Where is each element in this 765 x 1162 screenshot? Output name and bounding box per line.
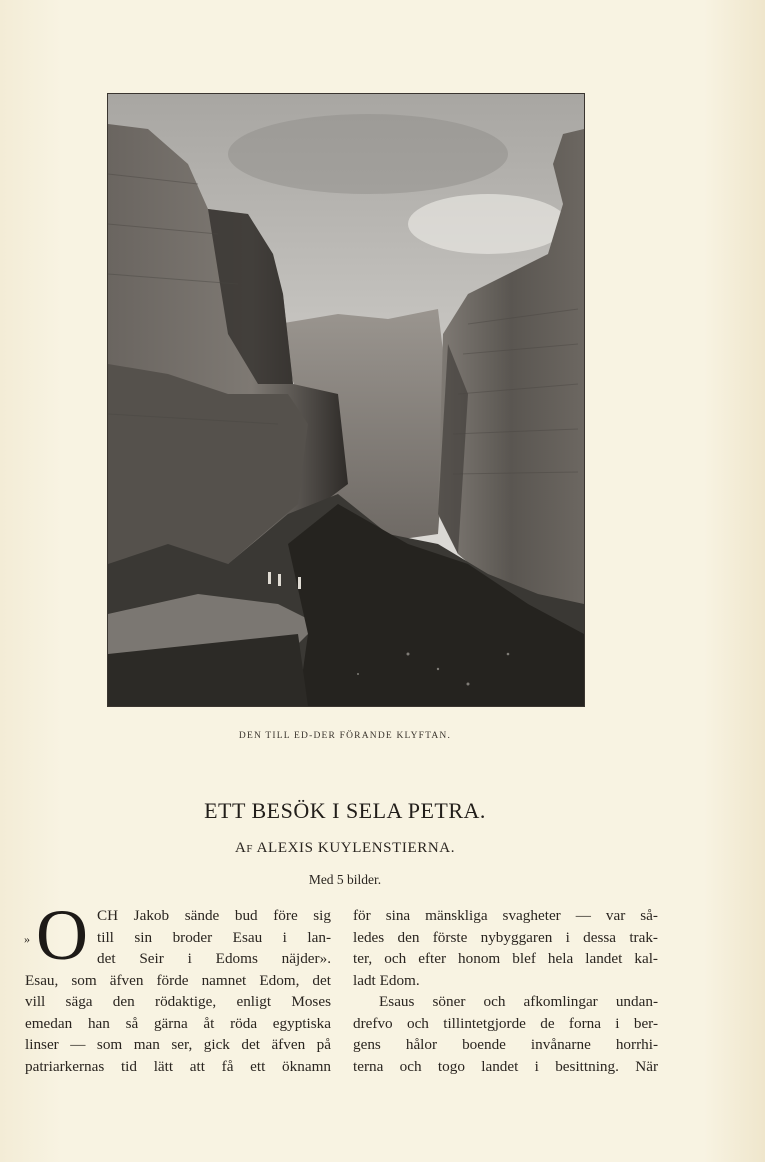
- text-line: CH Jakob sände bud före sig: [97, 907, 331, 924]
- author-name: ALEXIS KUYLENSTIERNA.: [256, 840, 456, 856]
- article-title: ETT BESÖK I SELA PETRA.: [204, 798, 486, 823]
- text-line: drefvo och tillintetgjorde de forna i ber-: [353, 1014, 658, 1032]
- byline-prefix-a: A: [234, 840, 247, 856]
- opening-quote-mark: »: [24, 932, 30, 946]
- text-line: ter, och efter honom blef hela landet kal-: [353, 950, 658, 967]
- text-line: ladt Edom.: [353, 971, 420, 989]
- text-column-left: [25, 895, 331, 1077]
- text-line: terna och togo landet i besittning. När: [353, 1057, 658, 1075]
- article-byline: [0, 840, 690, 857]
- drop-cap: O: [36, 895, 88, 975]
- text-line: emedan han så gärna åt röda egyptiska: [25, 1014, 331, 1032]
- text-line: till sin broder Esau i lan-: [97, 928, 331, 946]
- text-line: gens hålor boende invånarne horrhi-: [353, 1036, 658, 1053]
- text-line: Esau, som äfven förde namnet Edom, det: [25, 971, 331, 989]
- text-line: vill säga den rödaktige, enligt Moses: [25, 993, 331, 1010]
- text-line: linser — som man ser, gick det äfven på: [25, 1036, 331, 1053]
- canyon-photo-illustration: [108, 94, 584, 706]
- byline-prefix-f: F: [246, 843, 254, 855]
- text-line: Esaus söner och afkomlingar undan-: [379, 993, 658, 1010]
- canyon-photograph: [107, 93, 585, 707]
- text-line: patriarkernas tid lätt att få ett öknamn: [25, 1057, 331, 1075]
- text-line: för sina mänskliga svagheter — var så-: [353, 907, 658, 924]
- text-column-right: [353, 905, 658, 1077]
- figure-caption: DEN TILL ED-DER FÖRANDE KLYFTAN.: [238, 731, 452, 741]
- text-line: det Seir i Edoms näjder».: [97, 950, 331, 967]
- text-line: ledes den förste nybyggaren i dessa trak-: [353, 928, 658, 946]
- article-subtitle: Med 5 bilder.: [308, 872, 382, 887]
